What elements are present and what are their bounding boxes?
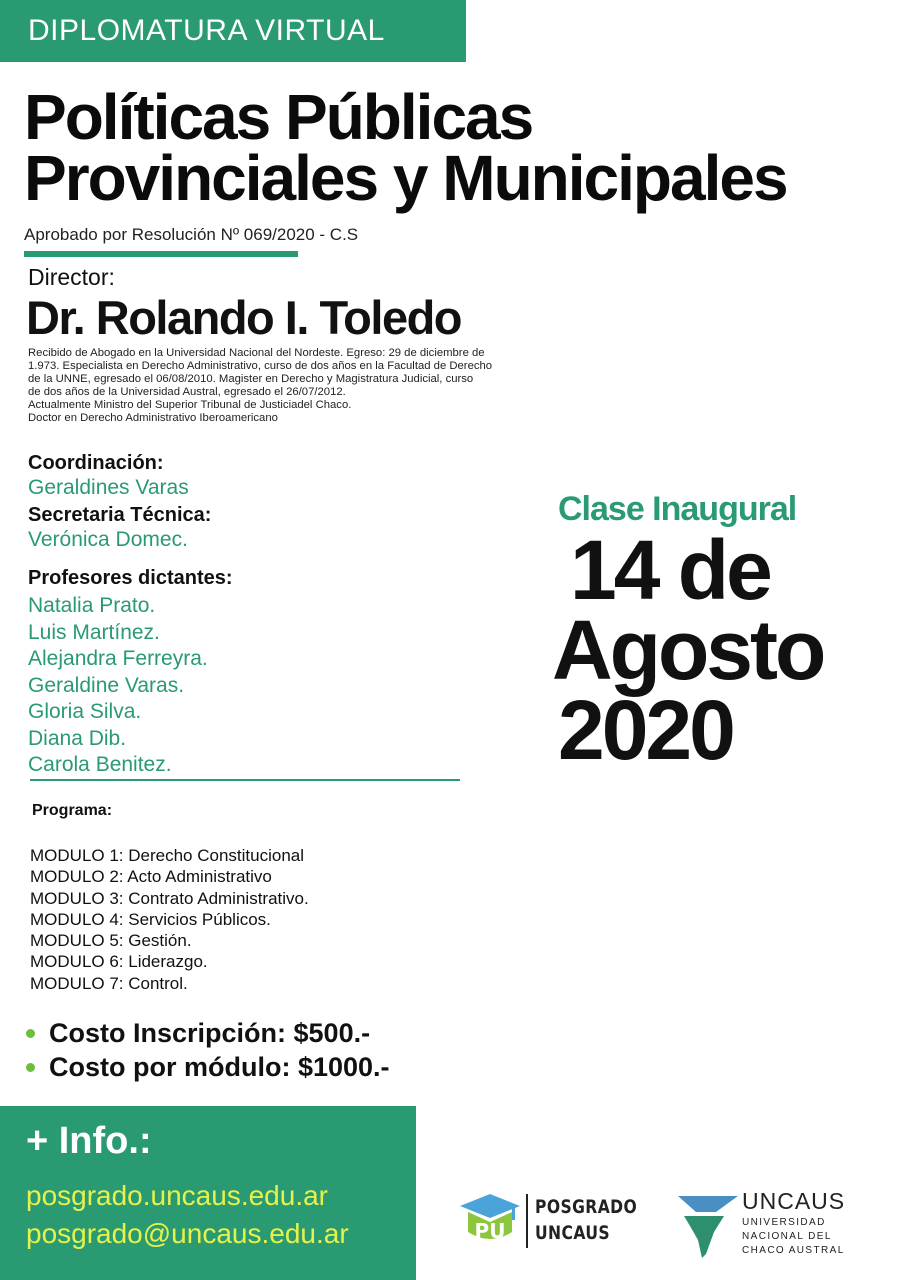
secretaria-name: Verónica Domec. <box>28 528 188 551</box>
director-bio <box>28 347 588 425</box>
bio-line: Recibido de Abogado en la Universidad Nacional del Nordeste. Egreso: 29 de diciembre de <box>28 347 485 359</box>
bio-line: 1.973. Especialista en Derecho Administrativo, curso de dos años en la Facultad de Derecho <box>28 360 493 372</box>
bio-line: de dos años de la Universidad Austral, egresado el 26/07/2012. <box>28 386 346 398</box>
list-item: MODULO 3: Contrato Administrativo. <box>30 888 309 908</box>
list-item: Alejandra Ferreyra. <box>28 647 208 670</box>
bullet-icon <box>26 1063 35 1072</box>
programa-label: Programa: <box>32 802 113 819</box>
coordinacion-name: Geraldines Varas <box>28 476 189 499</box>
title-line-1: Políticas Públicas <box>24 81 533 153</box>
director-label: Director: <box>28 264 115 290</box>
clase-inaugural-label: Clase Inaugural <box>558 490 797 528</box>
cost-text: Costo por módulo: $1000.- <box>49 1052 390 1082</box>
banner-text: DIPLOMATURA VIRTUAL <box>28 14 385 47</box>
inaugural-date <box>552 523 882 777</box>
bullet-icon <box>26 1029 35 1038</box>
divider <box>30 779 460 781</box>
email-link[interactable]: posgrado@uncaus.edu.ar <box>26 1218 349 1249</box>
uncaus-map-icon <box>676 1192 740 1262</box>
uncaus-logo-sub: UNIVERSIDAD <box>742 1217 826 1228</box>
info-title: + Info.: <box>26 1120 152 1162</box>
list-item: Gloria Silva. <box>28 700 142 723</box>
list-item: MODULO 1: Derecho Constitucional <box>30 846 305 865</box>
list-item: MODULO 6: Liderazgo. <box>30 952 208 972</box>
posgrado-logo-line1: POSGRADO <box>535 1196 638 1218</box>
profesores-label: Profesores dictantes: <box>28 567 233 589</box>
uncaus-logo-sub: NACIONAL DEL <box>742 1231 832 1242</box>
website-link[interactable]: posgrado.uncaus.edu.ar <box>26 1180 328 1211</box>
list-item: Luis Martínez. <box>28 620 160 644</box>
posgrado-logo-line2: UNCAUS <box>535 1222 611 1244</box>
list-item: Diana Dib. <box>28 726 127 750</box>
posgrado-monogram: PU <box>474 1219 506 1243</box>
director-name: Dr. Rolando I. Toledo <box>26 291 462 344</box>
bio-line: Doctor en Derecho Administrativo Iberoamericano <box>28 412 278 424</box>
graduation-cap-icon <box>458 1190 522 1248</box>
bio-line: de la UNNE, egresado el 06/08/2010. Magister en Derecho y Magistratura Judicial, curso <box>28 373 474 385</box>
secretaria-label: Secretaria Técnica: <box>28 504 212 526</box>
date-line: 2020 <box>558 683 733 777</box>
date-line: 14 de <box>570 523 770 617</box>
cost-item <box>26 1018 370 1049</box>
logo-divider <box>526 1194 528 1248</box>
modules-list <box>30 845 309 994</box>
cost-item <box>26 1052 390 1083</box>
list-item: MODULO 5: Gestión. <box>30 931 192 951</box>
list-item: MODULO 4: Servicios Públicos. <box>30 909 271 929</box>
date-line: Agosto <box>552 603 824 697</box>
resolution-text: Aprobado por Resolución Nº 069/2020 - C.S <box>24 225 359 244</box>
uncaus-logo-title: UNCAUS <box>742 1188 846 1214</box>
bio-line: Actualmente Ministro del Superior Tribunal de Justiciadel Chaco. <box>28 399 352 411</box>
list-item: Geraldine Varas. <box>28 673 185 697</box>
divider <box>24 251 298 257</box>
list-item: Natalia Prato. <box>28 594 156 617</box>
uncaus-logo-sub: CHACO AUSTRAL <box>742 1245 845 1256</box>
profesores-list <box>28 593 208 779</box>
list-item: Carola Benitez. <box>28 753 172 776</box>
list-item: MODULO 7: Control. <box>30 973 188 993</box>
cost-text: Costo Inscripción: $500.- <box>49 1018 371 1048</box>
title-line-2: Provinciales y Municipales <box>24 142 787 214</box>
list-item: MODULO 2: Acto Administrativo <box>30 867 272 887</box>
coordinacion-label: Coordinación: <box>28 452 164 474</box>
